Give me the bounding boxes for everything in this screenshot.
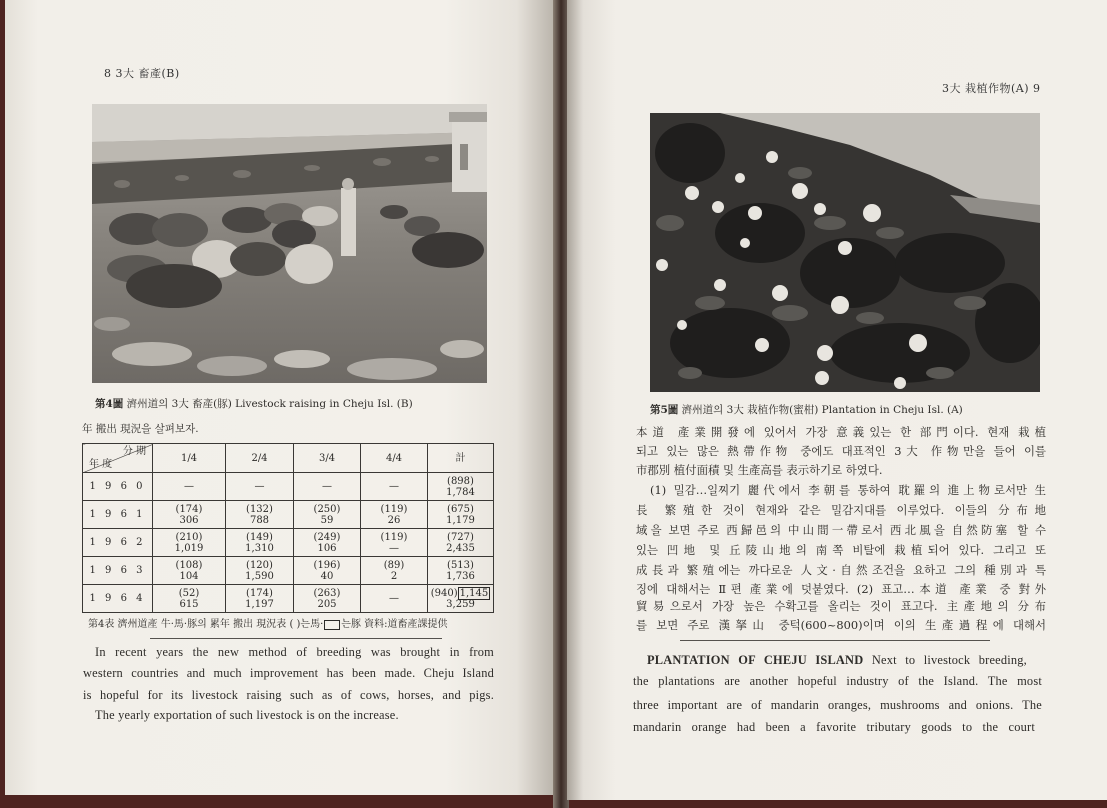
cell-value-horses — [428, 476, 493, 487]
cell-value-horses-number: (940) — [430, 587, 458, 599]
cell-value: — — [389, 593, 399, 604]
table-cell-q2 — [226, 557, 294, 585]
year-cell: 1 9 6 2 — [83, 529, 153, 557]
english-line-left-4: The yearly exportation of such livestock is on the increase. — [95, 708, 399, 722]
cell-value-pigs-boxed: 1,145 — [459, 587, 489, 599]
english-heading: PLANTATION OF CHEJU ISLAND — [647, 653, 864, 667]
table-cell-q4 — [361, 501, 428, 529]
cell-value-cattle: 106 — [317, 542, 337, 554]
table-cell-q3 — [294, 501, 361, 529]
table-cell-q1 — [153, 529, 226, 557]
cell-value-horses-number: (120) — [246, 559, 273, 571]
cell-value-horses-number: (52) — [178, 587, 200, 599]
year-cell: 1 9 6 3 — [83, 557, 153, 585]
cell-value-horses-number: (513) — [447, 559, 474, 571]
photo-caption-left-label: 第4圖 — [95, 398, 124, 410]
cell-value-horses — [428, 588, 493, 599]
korean-line-11: 를 보면 주로 漢拏山 중턱(600~800)이며 이의 生產過程에 대해서 — [636, 618, 1046, 632]
english-line-right-1-text: Next to livestock breeding, — [871, 653, 1027, 667]
table-caption-part1: 第4表 濟州道產 牛·馬·豚의 累年 搬出 現況表 ( )는馬· — [88, 619, 324, 630]
table-cell-q2 — [226, 529, 294, 557]
right-page — [567, 0, 1107, 800]
table-cell-q3 — [294, 557, 361, 585]
cell-value-horses — [294, 504, 360, 515]
cell-value-horses-number: (174) — [175, 503, 203, 515]
column-header-q3: 3/4 — [294, 444, 361, 473]
cell-value-horses — [153, 504, 225, 515]
cell-value-horses-number: (727) — [447, 531, 474, 543]
divider-right — [680, 640, 990, 641]
cell-value-cattle: — — [389, 542, 399, 554]
corner-label-year: 年 度 — [89, 459, 113, 470]
table-row — [83, 501, 494, 529]
cell-value-cattle: 1,179 — [446, 514, 475, 526]
table-cell-total — [428, 501, 494, 529]
cell-value-horses-number: (249) — [313, 531, 341, 543]
cell-value-horses-number: (149) — [246, 531, 273, 543]
cell-value-horses-number: (108) — [175, 559, 203, 571]
year-cell: 1 9 6 1 — [83, 501, 153, 529]
cell-value: — — [389, 481, 399, 492]
table-row — [83, 585, 494, 613]
column-header-q2: 2/4 — [226, 444, 294, 473]
korean-line-3: 市郡別 植付面積 및 生產高를 表示하기로 하였다. — [636, 463, 883, 477]
column-header-total: 計 — [428, 444, 494, 473]
photo-caption-left-text: 濟州道의 3大 畜產(豚) Livestock raising in Cheju Isl. (B) — [126, 398, 413, 410]
cell-value-cattle: 615 — [179, 598, 199, 610]
cell-value-horses — [226, 532, 293, 543]
column-header-q4: 4/4 — [361, 444, 428, 473]
page-header-right: 3大 栽植作物(A) 9 — [942, 82, 1041, 95]
table-cell-q2 — [226, 501, 294, 529]
cell-value-horses — [226, 560, 293, 571]
table-cell-total — [428, 473, 494, 501]
english-line-left-1: In recent years the new method of breeding was brought in from — [95, 645, 494, 659]
english-line-right-4: mandarin orange had been a favorite tributary goods to the court — [633, 720, 1035, 734]
table-caption-part2: 는豚 資料:道畜產課提供 — [341, 619, 448, 630]
cell-value-cattle: 306 — [179, 514, 199, 526]
table-cell-q3 — [294, 585, 361, 613]
cell-value-horses — [153, 532, 225, 543]
cell-value-cattle: 3,259 — [446, 598, 475, 610]
table-cell-q4 — [361, 557, 428, 585]
corner-label-period: 分 期 — [122, 446, 146, 457]
photo-livestock-pigs — [92, 104, 487, 383]
table-cell-q4 — [361, 529, 428, 557]
korean-line-8: 成長과 繁殖에는 까다로운 人文·自然조건을 요하고 그의 種別과 특 — [636, 563, 1046, 577]
cell-value-cattle: 104 — [179, 570, 199, 582]
cell-value-horses-number: (210) — [175, 531, 203, 543]
photo-caption-right-text: 濟州道의 3大 栽植作物(蜜柑) Plantation in Cheju Isl. (A) — [681, 404, 963, 416]
cell-value-cattle: 205 — [317, 598, 337, 610]
cell-value: — — [254, 481, 265, 492]
korean-line-7: 있는 凹地 및 丘陵山地의 南쪽 비탈에 栽植되어 있다. 그리고 또 — [636, 543, 1046, 557]
cell-value-horses-number: (250) — [313, 503, 341, 515]
cell-value-horses — [428, 504, 493, 515]
table-cell-total — [428, 585, 494, 613]
table-caption — [88, 615, 448, 630]
cell-value-cattle: 1,019 — [174, 542, 204, 554]
table-cell-q1 — [153, 501, 226, 529]
cell-value-cattle: 1,736 — [446, 570, 475, 582]
cell-value-cattle: 1,590 — [245, 570, 274, 582]
table-cell-q2 — [226, 473, 294, 501]
cell-value-cattle: 26 — [387, 514, 401, 526]
photo-mandarin-plantation — [650, 113, 1040, 392]
table-header-row — [83, 444, 494, 473]
cell-value-horses-number: (263) — [313, 587, 341, 599]
table-cell-q2 — [226, 585, 294, 613]
year-cell: 1 9 6 0 — [83, 473, 153, 501]
intro-text: 年 搬出 現況을 살펴보자. — [82, 423, 199, 435]
cell-value-cattle: 1,784 — [446, 486, 475, 498]
table-cell-q3 — [294, 473, 361, 501]
english-line-left-2: western countries and much improvement has been made. Cheju Island — [83, 666, 494, 680]
cell-value-horses-number: (174) — [246, 587, 273, 599]
cell-value-horses — [361, 532, 427, 543]
table-cell-q4 — [361, 473, 428, 501]
korean-line-4: (1) 밀감…일찌기 麗代에서 李朝를 통하여 耽羅의 進上物로서만 生 — [650, 483, 1046, 497]
cell-value-horses — [294, 560, 360, 571]
cell-value-horses — [294, 532, 360, 543]
cell-value-cattle: 59 — [320, 514, 334, 526]
livestock-export-table — [82, 443, 494, 613]
photo-livestock-pigs-image — [92, 104, 487, 383]
cell-value-horses-number: (196) — [313, 559, 341, 571]
cell-value-horses-number: (132) — [246, 503, 273, 515]
english-line-right-1 — [647, 653, 1027, 668]
korean-line-1: 本道 產業開發에 있어서 가장 意義있는 한 部門이다. 현재 栽植 — [636, 425, 1046, 439]
left-page — [5, 0, 555, 795]
cell-value-horses — [226, 588, 293, 599]
table-caption-box-symbol — [324, 620, 340, 630]
cell-value: — — [322, 481, 332, 492]
cell-value-cattle: 2 — [390, 570, 398, 582]
cell-value-horses — [153, 560, 225, 571]
page-header-left: 8 3大 畜產(B) — [104, 67, 180, 80]
photo-caption-right-label: 第5圖 — [650, 404, 679, 416]
english-line-left-3: is hopeful for its livestock raising such as of cows, horses, and pigs. — [83, 688, 494, 702]
korean-line-9: 징에 대해서는 Ⅱ편 產業에 덧붙였다. (2) 표고…本道 產業 중 對外 — [636, 582, 1046, 596]
table-cell-q3 — [294, 529, 361, 557]
cell-value-horses-number: (898) — [447, 475, 474, 487]
cell-value-horses — [294, 588, 360, 599]
column-header-q1: 1/4 — [153, 444, 226, 473]
table-corner-cell — [83, 444, 153, 473]
english-line-right-3: three important are of mandarin oranges, mushrooms and onions. The — [633, 698, 1042, 712]
korean-line-5: 長 繁殖한 것이 현재와 같은 밀감지대를 이루었다. 이들의 分布地 — [636, 503, 1046, 517]
table-row — [83, 529, 494, 557]
cell-value-horses — [428, 560, 493, 571]
table-row — [83, 473, 494, 501]
divider-left — [150, 638, 442, 639]
table-cell-total — [428, 529, 494, 557]
cell-value-horses-number: (675) — [447, 503, 474, 515]
cell-value-horses-number: (119) — [380, 503, 408, 515]
cell-value-cattle: 2,435 — [446, 542, 475, 554]
year-cell: 1 9 6 4 — [83, 585, 153, 613]
cell-value-horses — [361, 504, 427, 515]
korean-line-10: 貿易으로서 가장 높은 수확고를 올리는 것이 표고다. 主產地의 分布 — [636, 599, 1046, 613]
cell-value-horses — [226, 504, 293, 515]
photo-mandarin-plantation-image — [650, 113, 1040, 392]
photo-caption-left — [95, 396, 413, 411]
cell-value-horses-number: (89) — [383, 559, 405, 571]
table-cell-q1 — [153, 473, 226, 501]
korean-line-2: 되고 있는 많은 熱帶作物 중에도 대표적인 3大 作物만을 들어 이를 — [636, 444, 1046, 458]
cell-value: — — [184, 481, 194, 492]
table-row — [83, 557, 494, 585]
english-line-right-2: the plantations are another hopeful industry of the Island. The most — [633, 674, 1042, 688]
table-body — [83, 473, 494, 613]
cell-value-cattle: 788 — [249, 514, 270, 526]
table-cell-q1 — [153, 585, 226, 613]
photo-caption-right — [650, 402, 963, 417]
korean-line-6: 域을 보면 주로 西歸邑의 中山間一帶로서 西北風을 自然防塞 할 수 — [636, 523, 1046, 537]
table-cell-q4 — [361, 585, 428, 613]
cell-value-horses-number: (119) — [380, 531, 408, 543]
cell-value-horses — [153, 588, 225, 599]
cell-value-cattle: 1,197 — [245, 598, 274, 610]
cell-value-cattle: 1,310 — [245, 542, 274, 554]
cell-value-horses — [428, 532, 493, 543]
table-cell-total — [428, 557, 494, 585]
table-cell-q1 — [153, 557, 226, 585]
cell-value-horses — [361, 560, 427, 571]
cell-value-cattle: 40 — [320, 570, 334, 582]
